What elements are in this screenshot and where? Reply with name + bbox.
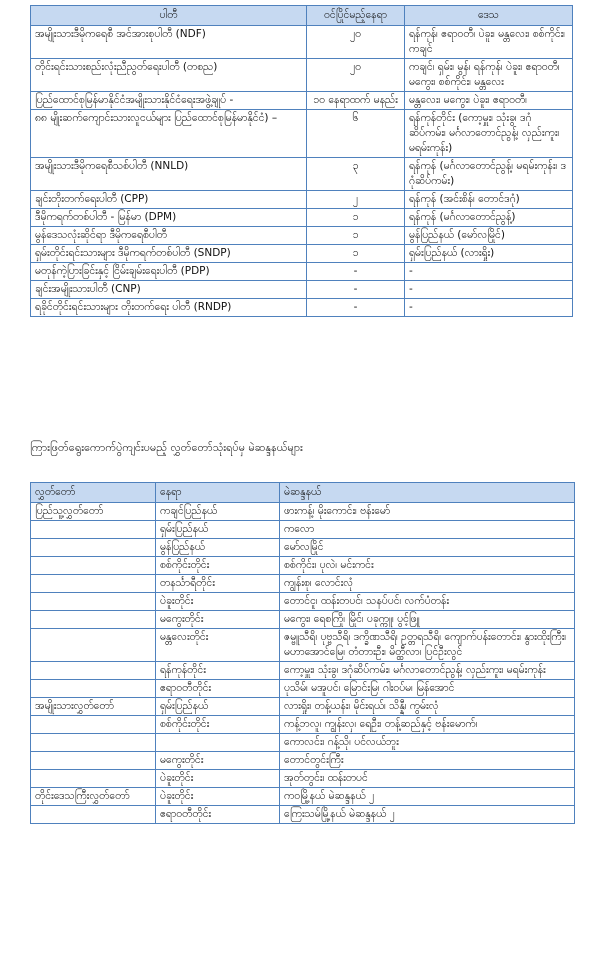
constituency-cell: ဖားကန့်၊ မိုးကောင်း၊ ဗန်းမော်	[280, 503, 575, 521]
constituency-cell: ကော့မှူး၊ သုံးခွ၊ ဒဂုံဆိပ်ကမ်း၊ မင်္ဂလာတောင်ညွန့်၊ လှည်းကူး၊ မရမ်းကုန်း	[280, 662, 575, 680]
hluttaw-cell	[31, 557, 156, 575]
location-cell: စစ်ကိုင်းတိုင်း	[156, 716, 280, 734]
hluttaw-cell	[31, 770, 156, 788]
party-cell: မတုန်ကဲ့ပြားခြင်းနှင့် ငြိမ်းချမ်းရေးပါတီ (PDP)	[31, 263, 307, 281]
table-row	[31, 698, 575, 716]
hluttaw-cell: ပြည်သူ့လွှတ်တော်	[31, 503, 156, 521]
table-row	[31, 752, 575, 770]
party-cell: အမျိုးသားဒီမိုကရေစီ အင်အားစုပါတီ (NDF)	[31, 26, 307, 59]
constituency-cell: တောင်ငူ၊ ထန်းတပင်၊ သနပ်ပင်၊ လက်ပံတန်း	[280, 593, 575, 611]
constituency-cell: မကွေး၊ ရေစကြို၊ မြိုင်၊ ပခုက္ကူ၊ ပွင့်ဖြူ	[280, 611, 575, 629]
hluttaw-cell	[31, 521, 156, 539]
seats-cell: ၁	[307, 227, 405, 245]
region-cell: ကချင်၊ ရှမ်း၊ မွန်၊ ရန်ကုန်၊ ပဲခူး၊ ဧရာဝတီ၊ မကွေး၊ စစ်ကိုင်း၊ မန္တလေး	[405, 59, 573, 92]
table-row	[31, 806, 575, 824]
table-row	[31, 158, 573, 191]
table-row	[31, 680, 575, 698]
table-row	[31, 788, 575, 806]
constituency-table-header	[31, 483, 575, 503]
region-cell: ရှမ်းပြည်နယ် (လားရှိုး)	[405, 245, 573, 263]
constituency-cell: ကန့်ဘလူ၊ ကျွန်းလှ၊ ရေဦး၊ တန့်ဆည်နှင့် ဗန်းမောက်၊	[280, 716, 575, 734]
location-cell: ပဲခူးတိုင်း	[156, 788, 280, 806]
party-cell: ပြည်ထောင်စုမြန်မာနိုင်ငံအမျိုးသားနိုင်ငံရေးအဖွဲ့ချုပ် -	[31, 92, 307, 110]
region-cell: -	[405, 299, 573, 317]
region-cell: မန္တလေး၊ မကွေး၊ ပဲခူး၊ ဧရာဝတီ၊	[405, 92, 573, 110]
table-row	[31, 92, 573, 110]
hluttaw-cell	[31, 593, 156, 611]
constituency-caption: ကြားဖြတ်ရွေးကောက်ပွဲကျင်းပမည့် လွှတ်တော်သုံးရပ်မှ မဲဆန္ဒနယ်များ	[30, 441, 303, 454]
location-cell: မွန်ပြည်နယ်	[156, 539, 280, 557]
constituency-cell: စစ်ကိုင်း၊ ပုလဲ၊ မင်းကင်း	[280, 557, 575, 575]
hluttaw-cell: တိုင်းဒေသကြီးလွှတ်တော်	[31, 788, 156, 806]
seats-cell: ၁	[307, 245, 405, 263]
location-cell: ဧရာဝတီတိုင်း	[156, 680, 280, 698]
table-row	[31, 503, 575, 521]
region-cell: ရန်ကုန် (မင်္ဂလာတောင်ညွန့်)	[405, 209, 573, 227]
region-cell: မွန်ပြည်နယ် (မော်လမြိုင်)	[405, 227, 573, 245]
seats-cell: ၂၀	[307, 59, 405, 92]
party-cell: မွန်ဒေသလုံးဆိုင်ရာ ဒီမိုကရေစီပါတီ	[31, 227, 307, 245]
table-row	[31, 593, 575, 611]
party-cell: ရခိုင်တိုင်းရင်းသားများ တိုးတက်ရေး ပါတီ (RNDP)	[31, 299, 307, 317]
location-cell: မကွေးတိုင်း	[156, 611, 280, 629]
table-row	[31, 521, 575, 539]
region-cell: -	[405, 281, 573, 299]
header-constituency: မဲဆန္ဒနယ်	[280, 483, 575, 503]
table-row	[31, 299, 573, 317]
constituency-cell: မော်လမြိုင်	[280, 539, 575, 557]
hluttaw-cell	[31, 629, 156, 662]
table-row	[31, 26, 573, 59]
hluttaw-cell	[31, 539, 156, 557]
hluttaw-cell	[31, 734, 156, 752]
seats-cell: ၁	[307, 209, 405, 227]
region-cell: -	[405, 263, 573, 281]
party-cell: ရှမ်းတိုင်းရင်းသားများ ဒီမိုကရက်တစ်ပါတီ (SNDP)	[31, 245, 307, 263]
location-cell: ဧရာဝတီတိုင်း	[156, 806, 280, 824]
table-row	[31, 611, 575, 629]
region-cell: ရန်ကုန်တိုင်း (ကော့မှူး၊ သုံးခွ၊ ဒဂုံဆိပ်ကမ်း၊ မင်္ဂလာတောင်ညွန့်၊ လှည်းကူး၊ မရမ်းကုန်း)	[405, 110, 573, 158]
constituency-cell: ကလော	[280, 521, 575, 539]
region-cell: ရန်ကုန် (အင်းစိန်၊ တောင်ဒဂုံ)	[405, 191, 573, 209]
table-row	[31, 539, 575, 557]
constituency-cell: တောင်တွင်းကြီး	[280, 752, 575, 770]
hluttaw-cell	[31, 716, 156, 734]
table-row	[31, 575, 575, 593]
location-cell: မကွေးတိုင်း	[156, 752, 280, 770]
header-seats: ဝင်ပြိုင်မည့်နေရာ	[307, 6, 405, 26]
table-row	[31, 227, 573, 245]
region-cell: ရန်ကုန် (မင်္ဂလာတောင်ညွန့်၊ မရမ်းကုန်း၊ ဒဂုံဆိပ်ကမ်း)	[405, 158, 573, 191]
hluttaw-cell	[31, 806, 156, 824]
party-table-header	[31, 6, 573, 26]
table-row	[31, 629, 575, 662]
hluttaw-cell	[31, 752, 156, 770]
header-party: ပါတီ	[31, 6, 307, 26]
seats-cell: ၁၀ နေရာထက် မနည်း	[307, 92, 405, 110]
table-row	[31, 209, 573, 227]
constituency-cell: ကြေးသမ်မြို့နယ် မဲဆန္ဒနယ် ၂	[280, 806, 575, 824]
hluttaw-cell: အမျိုးသားလွှတ်တော်	[31, 698, 156, 716]
party-cell: ချင်းအမျိုးသားပါတီ (CNP)	[31, 281, 307, 299]
constituency-cell: ကောလင်း၊ ဂန့်သို၊ ပင်လယ်ဘူး	[280, 734, 575, 752]
header-region: ဒေသ	[405, 6, 573, 26]
header-location: နေရာ	[156, 483, 280, 503]
constituency-table	[30, 482, 575, 824]
seats-cell: -	[307, 299, 405, 317]
table-row	[31, 557, 575, 575]
table-row	[31, 59, 573, 92]
location-cell: စစ်ကိုင်းတိုင်း	[156, 557, 280, 575]
seats-cell: ၃	[307, 158, 405, 191]
constituency-cell: အုတ်တွင်း၊ ထန်းတပင်	[280, 770, 575, 788]
location-cell: ရှမ်းပြည်နယ်	[156, 698, 280, 716]
seats-cell: -	[307, 263, 405, 281]
header-hluttaw: လွှတ်တော်	[31, 483, 156, 503]
party-cell: ၈၈ မျိုးဆက်ကျောင်းသားလူငယ်များ ပြည်ထောင်စုမြန်မာနိုင်ငံ) –	[31, 110, 307, 158]
party-cell: ဒီမိုကရက်တစ်ပါတီ - မြန်မာ (DPM)	[31, 209, 307, 227]
seats-cell: -	[307, 281, 405, 299]
table-row	[31, 281, 573, 299]
table-row	[31, 191, 573, 209]
location-cell: ကချင်ပြည်နယ်	[156, 503, 280, 521]
table-row	[31, 770, 575, 788]
location-cell: မန္တလေးတိုင်း	[156, 629, 280, 662]
location-cell: တနင်္သာရီတိုင်း	[156, 575, 280, 593]
table-row	[31, 245, 573, 263]
party-cell: ချင်းတိုးတက်ရေးပါတီ (CPP)	[31, 191, 307, 209]
hluttaw-cell	[31, 662, 156, 680]
table-row	[31, 716, 575, 734]
table-row	[31, 110, 573, 158]
location-cell: ပဲခူးတိုင်း	[156, 593, 280, 611]
location-cell: ပဲခူးတိုင်း	[156, 770, 280, 788]
party-cell: အမျိုးသားဒီမိုကရေစီသစ်ပါတီ (NNLD)	[31, 158, 307, 191]
hluttaw-cell	[31, 680, 156, 698]
constituency-cell: ကဝမြို့နယ် မဲဆန္ဒနယ် ၂	[280, 788, 575, 806]
location-cell: ရန်ကုန်တိုင်း	[156, 662, 280, 680]
seats-cell: ၂၀	[307, 26, 405, 59]
constituency-cell: ပုသိမ်၊ မအူပင်၊ မြောင်းမြ၊ ဂါးဝပ်မ၊ မြန်အောင်	[280, 680, 575, 698]
constituency-cell: လားရှိုး၊ တန့်ယန်း၊ မိုင်းရယ်၊ သိန္နီ၊ ကွမ်းလုံ	[280, 698, 575, 716]
constituency-cell: ဇမ္ဗူသီရိ၊ ပုဗ္ဗသီရိ၊ ဒက္ခိဏသီရိ၊ ဥတ္တရသီရိ၊ ကျောက်ပန်းတောင်း၊ နွားထိုးကြီး၊ မဟာအောင်မြေ၊ တံတားဦး၊ မိတ္ထီလာ၊ ပြင်ဦးလွင်	[280, 629, 575, 662]
party-table	[30, 5, 573, 317]
hluttaw-cell	[31, 575, 156, 593]
seats-cell: ၂	[307, 191, 405, 209]
table-row	[31, 263, 573, 281]
table-row	[31, 734, 575, 752]
location-cell: ရှမ်းပြည်နယ်	[156, 521, 280, 539]
constituency-cell: ကျွန်းစု၊ လောင်းလုံ	[280, 575, 575, 593]
location-cell	[156, 734, 280, 752]
party-cell: တိုင်းရင်းသားစည်းလုံးညီညွတ်ရေးပါတီ (တစည)	[31, 59, 307, 92]
region-cell: ရန်ကုန်၊ ဧရာဝတီ၊ ပဲခူး၊ မန္တလေး၊ စစ်ကိုင်း၊ ကချင်	[405, 26, 573, 59]
hluttaw-cell	[31, 611, 156, 629]
seats-cell: ၆	[307, 110, 405, 158]
table-row	[31, 662, 575, 680]
